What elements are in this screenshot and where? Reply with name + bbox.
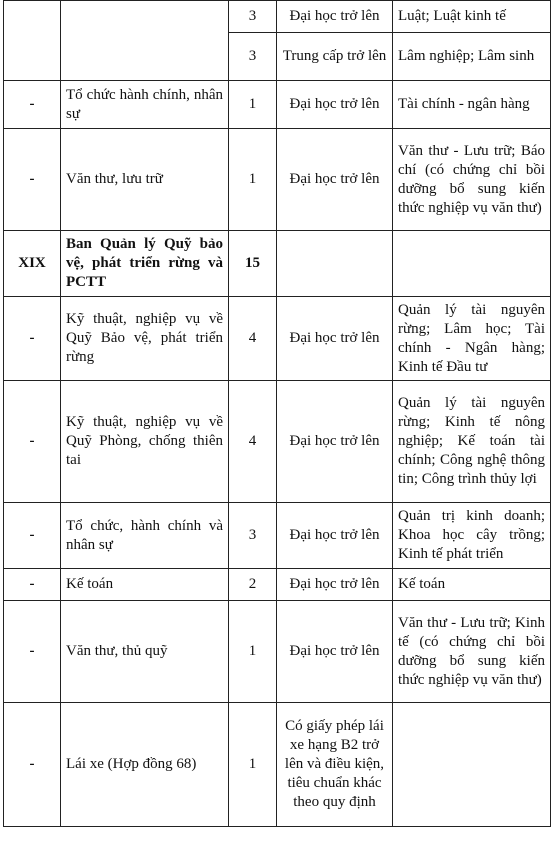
major-requirement-cell bbox=[393, 231, 551, 297]
quantity-cell: 2 bbox=[229, 569, 277, 601]
quantity-cell: 3 bbox=[229, 1, 277, 33]
position-name-cell: Kỹ thuật, nghiệp vụ về Quỹ Bảo vệ, phát triển rừng bbox=[61, 297, 229, 381]
row-number-cell: - bbox=[4, 601, 61, 703]
education-level-cell: Có giấy phép lái xe hạng B2 trở lên và điều kiện, tiêu chuẩn khác theo quy định bbox=[277, 703, 393, 827]
quantity-cell: 1 bbox=[229, 601, 277, 703]
position-name-cell: Lái xe (Hợp đồng 68) bbox=[61, 703, 229, 827]
major-requirement-cell: Lâm nghiệp; Lâm sinh bbox=[393, 33, 551, 81]
staffing-table bbox=[3, 0, 551, 827]
quantity-cell: 3 bbox=[229, 33, 277, 81]
position-name-cell: Tổ chức hành chính, nhân sự bbox=[61, 81, 229, 129]
quantity-cell: 4 bbox=[229, 297, 277, 381]
major-requirement-cell: Quản lý tài nguyên rừng; Kinh tế nông nghiệp; Kế toán tài chính; Công nghệ thông tin; Công trình thủy lợi bbox=[393, 381, 551, 503]
education-level-cell: Đại học trở lên bbox=[277, 503, 393, 569]
table-row bbox=[4, 1, 551, 33]
position-name-cell: Kế toán bbox=[61, 569, 229, 601]
table-row bbox=[4, 569, 551, 601]
quantity-cell: 1 bbox=[229, 81, 277, 129]
major-requirement-cell: Quản lý tài nguyên rừng; Lâm học; Tài chính - Ngân hàng; Kinh tế Đầu tư bbox=[393, 297, 551, 381]
education-level-cell: Đại học trở lên bbox=[277, 1, 393, 33]
position-name-cell: Văn thư, thủ quỹ bbox=[61, 601, 229, 703]
position-name-cell: Văn thư, lưu trữ bbox=[61, 129, 229, 231]
row-number-cell: - bbox=[4, 503, 61, 569]
row-number-cell: - bbox=[4, 381, 61, 503]
major-requirement-cell: Luật; Luật kinh tế bbox=[393, 1, 551, 33]
major-requirement-cell: Văn thư - Lưu trữ; Báo chí (có chứng chỉ bồi dưỡng bổ sung kiến thức nghiệp vụ văn thư) bbox=[393, 129, 551, 231]
row-number-cell: - bbox=[4, 703, 61, 827]
education-level-cell: Trung cấp trở lên bbox=[277, 33, 393, 81]
section-row bbox=[4, 231, 551, 297]
major-requirement-cell: Tài chính - ngân hàng bbox=[393, 81, 551, 129]
position-name-cell: Ban Quản lý Quỹ bảo vệ, phát triển rừng và PCTT bbox=[61, 231, 229, 297]
table-row bbox=[4, 129, 551, 231]
row-number-cell: XIX bbox=[4, 231, 61, 297]
major-requirement-cell: Quản trị kinh doanh; Khoa học cây trồng; Kinh tế phát triển bbox=[393, 503, 551, 569]
quantity-cell: 15 bbox=[229, 231, 277, 297]
major-requirement-cell: Kế toán bbox=[393, 569, 551, 601]
quantity-cell: 1 bbox=[229, 129, 277, 231]
row-number-cell bbox=[4, 1, 61, 81]
table-row bbox=[4, 703, 551, 827]
education-level-cell: Đại học trở lên bbox=[277, 129, 393, 231]
row-number-cell: - bbox=[4, 569, 61, 601]
position-name-cell bbox=[61, 1, 229, 81]
major-requirement-cell: Văn thư - Lưu trữ; Kinh tế (có chứng chỉ bồi dưỡng bổ sung kiến thức nghiệp vụ văn thư) bbox=[393, 601, 551, 703]
education-level-cell: Đại học trở lên bbox=[277, 381, 393, 503]
table-row bbox=[4, 81, 551, 129]
table-row bbox=[4, 297, 551, 381]
row-number-cell: - bbox=[4, 129, 61, 231]
table-row bbox=[4, 381, 551, 503]
table-row bbox=[4, 503, 551, 569]
education-level-cell: Đại học trở lên bbox=[277, 81, 393, 129]
quantity-cell: 3 bbox=[229, 503, 277, 569]
row-number-cell: - bbox=[4, 81, 61, 129]
table-body bbox=[4, 1, 551, 827]
position-name-cell: Tổ chức, hành chính và nhân sự bbox=[61, 503, 229, 569]
table-row bbox=[4, 601, 551, 703]
education-level-cell: Đại học trở lên bbox=[277, 297, 393, 381]
quantity-cell: 1 bbox=[229, 703, 277, 827]
quantity-cell: 4 bbox=[229, 381, 277, 503]
education-level-cell bbox=[277, 231, 393, 297]
education-level-cell: Đại học trở lên bbox=[277, 569, 393, 601]
major-requirement-cell bbox=[393, 703, 551, 827]
row-number-cell: - bbox=[4, 297, 61, 381]
education-level-cell: Đại học trở lên bbox=[277, 601, 393, 703]
position-name-cell: Kỹ thuật, nghiệp vụ về Quỹ Phòng, chống thiên tai bbox=[61, 381, 229, 503]
